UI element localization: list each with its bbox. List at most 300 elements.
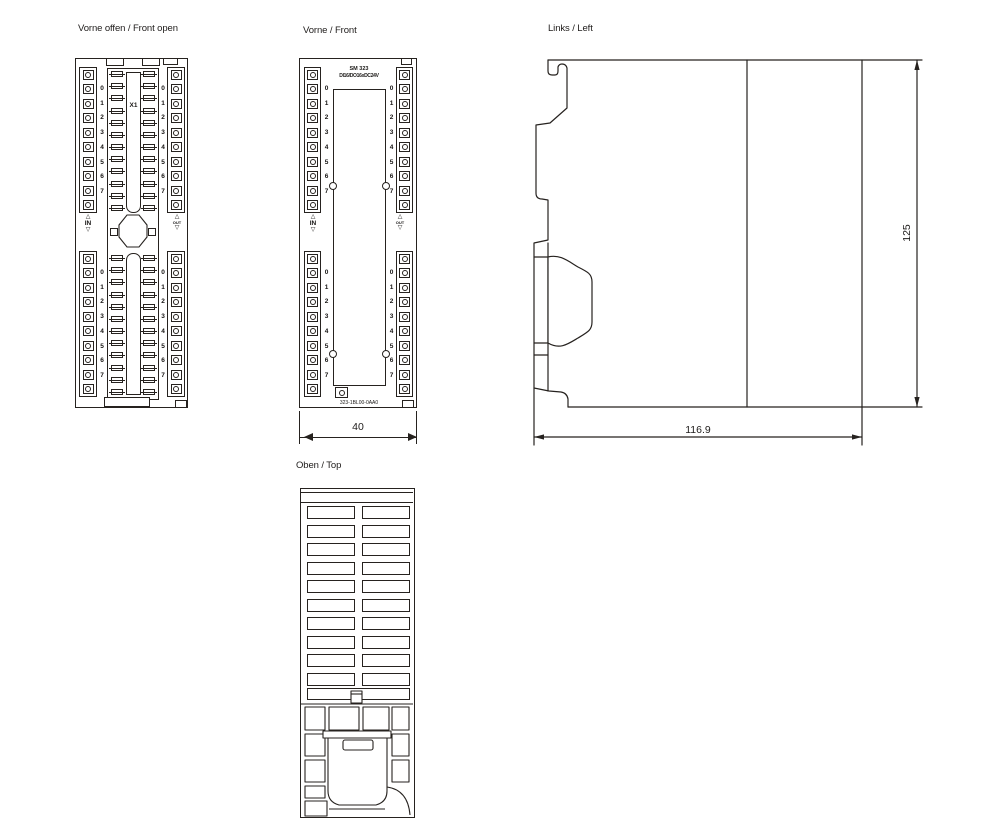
- channel-label: 0: [100, 85, 104, 92]
- mounting-clip: [351, 691, 362, 703]
- status-led: [307, 128, 318, 138]
- channel-label: 6: [161, 357, 165, 365]
- screw-terminal: [83, 384, 94, 394]
- status-led: [307, 297, 318, 307]
- vent-slot: [307, 580, 355, 593]
- connector-shoulder: [323, 731, 391, 738]
- channel-label: 3: [324, 313, 329, 321]
- channel-label: 6: [161, 173, 165, 181]
- channel-label: 1: [161, 283, 165, 291]
- terminal-strip-left-bottom: [79, 251, 97, 397]
- screw-terminal: [83, 283, 94, 293]
- channel-label: 7: [161, 371, 165, 379]
- channel-label: 3: [324, 129, 329, 137]
- screw-terminal: [171, 283, 182, 293]
- contact-column: [143, 255, 155, 395]
- status-led: [399, 384, 410, 394]
- terminal-block: [305, 786, 325, 798]
- vent-column-left: [307, 506, 355, 686]
- vent-slot: [362, 562, 410, 575]
- connector-contact: [111, 292, 123, 298]
- door-notch: [382, 182, 390, 190]
- connector-contact: [143, 108, 155, 114]
- channel-label: 2: [161, 298, 165, 306]
- connector-designator: X1: [129, 102, 138, 109]
- marker-in: [80, 214, 96, 233]
- channel-label: 6: [389, 173, 394, 181]
- triangle-down-icon: ▽: [174, 225, 180, 231]
- channel-label: 6: [389, 357, 394, 365]
- screw-terminal: [171, 128, 182, 138]
- vent-slot: [307, 654, 355, 667]
- terminal-block: [305, 707, 325, 730]
- channel-label: 3: [100, 313, 104, 321]
- connector-contact: [143, 377, 155, 383]
- terminal-strip-right-top: [167, 67, 185, 213]
- terminal-strip-right-bottom: [167, 251, 185, 397]
- connector-contact: [111, 156, 123, 162]
- connector-contact: [143, 168, 155, 174]
- connector-contact: [111, 168, 123, 174]
- status-led: [307, 312, 318, 322]
- terminal-block: [392, 707, 409, 730]
- connector-contact: [143, 71, 155, 77]
- status-led: [399, 341, 410, 351]
- channel-numbers: [387, 269, 396, 379]
- channel-label: 0: [100, 269, 104, 276]
- screw-terminal: [83, 142, 94, 152]
- mounting-hole-octagon: [118, 214, 148, 248]
- connector-contact: [111, 328, 123, 334]
- screw-terminal: [83, 113, 94, 123]
- terminal-block: [305, 801, 327, 816]
- connector-contact: [111, 377, 123, 383]
- triangle-down-icon: ▽: [310, 227, 316, 233]
- status-led: [399, 128, 410, 138]
- module-spec: DI16/DO16xDC24V: [339, 73, 379, 79]
- terminal-block: [392, 734, 409, 756]
- vent-slot: [307, 673, 355, 686]
- connector-contact: [111, 71, 123, 77]
- screw-terminal: [171, 84, 182, 94]
- arrowhead-up-icon: [914, 60, 919, 70]
- screw-terminal: [171, 113, 182, 123]
- status-led: [307, 268, 318, 278]
- keying-tab: [148, 228, 156, 236]
- status-led: [399, 171, 410, 181]
- connector-contact: [111, 108, 123, 114]
- status-led: [399, 142, 410, 152]
- vent-slot: [362, 543, 410, 556]
- triangle-up-icon: △: [85, 214, 91, 220]
- screw-terminal: [83, 186, 94, 196]
- channel-numbers: [322, 269, 331, 379]
- connector-contact: [143, 328, 155, 334]
- housing-notch: [163, 58, 178, 65]
- vent-slot: [362, 599, 410, 612]
- view-left: [528, 55, 932, 457]
- connector-contact: [143, 340, 155, 346]
- connector-contact: [111, 132, 123, 138]
- marker-out-label: OUT: [172, 220, 182, 225]
- connector-contact: [143, 120, 155, 126]
- channel-label: 7: [324, 187, 329, 195]
- screw-terminal: [171, 254, 182, 264]
- connector-contact: [111, 389, 123, 395]
- marker-out: [169, 214, 185, 231]
- status-led: [307, 157, 318, 167]
- vent-slot: [362, 636, 410, 649]
- status-led: [399, 326, 410, 336]
- arrowhead-right-icon: [408, 433, 421, 441]
- channel-label: 5: [100, 342, 104, 350]
- channel-numbers: [97, 85, 107, 195]
- status-led: [307, 186, 318, 196]
- channel-label: 7: [324, 371, 329, 379]
- status-led: [399, 113, 410, 123]
- view-top: [300, 488, 415, 818]
- channel-label: 1: [100, 99, 104, 107]
- channel-label: 2: [100, 298, 104, 306]
- caption-top: Oben / Top: [296, 460, 342, 471]
- channel-label: 1: [389, 99, 394, 107]
- channel-label: 1: [100, 283, 104, 291]
- screw-terminal: [83, 370, 94, 380]
- terminal-block: [392, 760, 409, 782]
- screw-terminal: [171, 355, 182, 365]
- channel-label: 4: [161, 143, 165, 151]
- screw-terminal: [83, 254, 94, 264]
- status-led: [307, 355, 318, 365]
- triangle-down-icon: ▽: [397, 225, 403, 231]
- channel-label: 1: [324, 99, 329, 107]
- screw-terminal: [171, 171, 182, 181]
- status-led: [307, 70, 318, 80]
- connector-tongue: [126, 253, 141, 395]
- connector-contact: [143, 255, 155, 261]
- channel-label: 7: [161, 187, 165, 195]
- screw-terminal: [171, 370, 182, 380]
- door-notch: [329, 182, 337, 190]
- connector-contact: [143, 144, 155, 150]
- vent-slot: [307, 543, 355, 556]
- arrowhead-down-icon: [914, 397, 919, 407]
- connector-contact: [143, 95, 155, 101]
- connector-contact: [143, 193, 155, 199]
- door-notch: [329, 350, 337, 358]
- connector-contact: [111, 255, 123, 261]
- channel-label: 4: [324, 143, 329, 151]
- vent-slot: [362, 673, 410, 686]
- vent-slot: [362, 525, 410, 538]
- status-led: [399, 297, 410, 307]
- connector-contact: [111, 316, 123, 322]
- top-connector-zone: [301, 691, 413, 817]
- arrowhead-left-icon: [300, 433, 313, 441]
- triangle-up-icon: △: [174, 214, 180, 220]
- caption-front: Vorne / Front: [303, 25, 357, 36]
- channel-label: 2: [389, 298, 394, 306]
- channel-label: 6: [324, 173, 329, 181]
- arrowhead-right-icon: [852, 434, 862, 439]
- status-led: [307, 84, 318, 94]
- channel-label: 7: [389, 371, 394, 379]
- caption-left: Links / Left: [548, 23, 593, 34]
- channel-label: 2: [100, 114, 104, 122]
- screw-terminal: [83, 341, 94, 351]
- marker-in: [305, 214, 321, 233]
- connector-contact: [143, 132, 155, 138]
- dimension-height-value: 125: [901, 224, 913, 242]
- vent-slot: [307, 617, 355, 630]
- channel-numbers: [387, 85, 396, 195]
- screw-terminal: [83, 200, 94, 210]
- screw-terminal: [83, 268, 94, 278]
- connector-contact: [111, 340, 123, 346]
- channel-label: 4: [100, 327, 104, 335]
- connector-contact: [143, 304, 155, 310]
- status-led: [307, 171, 318, 181]
- connector-contact: [143, 83, 155, 89]
- contact-column: [111, 255, 123, 395]
- connector-contact: [143, 205, 155, 211]
- channel-label: 2: [161, 114, 165, 122]
- status-led: [307, 142, 318, 152]
- channel-label: 3: [161, 129, 165, 137]
- dimension-depth-value: 116.9: [685, 424, 711, 436]
- channel-label: 5: [324, 342, 329, 350]
- channel-label: 4: [161, 327, 165, 335]
- channel-label: 0: [161, 85, 165, 92]
- status-led: [399, 70, 410, 80]
- view-front: [299, 58, 417, 408]
- channel-label: 5: [324, 158, 329, 166]
- connector-contact: [111, 181, 123, 187]
- channel-label: 5: [100, 158, 104, 166]
- module-type: SM 323: [349, 66, 369, 72]
- screw-terminal: [83, 84, 94, 94]
- channel-label: 2: [389, 114, 394, 122]
- channel-label: 2: [324, 114, 329, 122]
- order-number: 323-1BL00-0AA0: [339, 400, 379, 406]
- channel-numbers: [158, 85, 168, 195]
- door-notch: [382, 350, 390, 358]
- status-led: [399, 283, 410, 293]
- terminal-block: [329, 707, 359, 730]
- connector-contact: [111, 144, 123, 150]
- status-led: [307, 113, 318, 123]
- connector-contact: [111, 193, 123, 199]
- channel-label: 7: [100, 371, 104, 379]
- connector-contact: [143, 156, 155, 162]
- connector-contact: [111, 83, 123, 89]
- channel-numbers: [158, 269, 168, 379]
- status-led: [399, 99, 410, 109]
- channel-numbers: [97, 269, 107, 379]
- channel-label: 5: [161, 342, 165, 350]
- connector-contact: [111, 95, 123, 101]
- vent-slot: [307, 506, 355, 519]
- connector-contact: [111, 304, 123, 310]
- status-led: [399, 370, 410, 380]
- screw-terminal: [171, 186, 182, 196]
- screw-terminal: [171, 99, 182, 109]
- channel-label: 0: [389, 269, 394, 276]
- channel-label: 2: [324, 298, 329, 306]
- contact-column: [143, 71, 155, 211]
- terminal-strip-left-top: [79, 67, 97, 213]
- connector-contact: [143, 279, 155, 285]
- status-led: [307, 200, 318, 210]
- header-line: [301, 492, 413, 493]
- connector-latch: [343, 740, 373, 750]
- connector-contact: [143, 365, 155, 371]
- connector-contact: [143, 181, 155, 187]
- module-title: [319, 66, 399, 79]
- channel-label: 5: [389, 158, 394, 166]
- screw-terminal: [171, 384, 182, 394]
- triangle-down-icon: ▽: [85, 227, 91, 233]
- status-led: [307, 254, 318, 264]
- screw-terminal: [83, 297, 94, 307]
- channel-label: 3: [100, 129, 104, 137]
- channel-label: 0: [161, 269, 165, 276]
- channel-label: 1: [161, 99, 165, 107]
- channel-label: 6: [324, 357, 329, 365]
- connector-contact: [111, 120, 123, 126]
- status-led: [307, 370, 318, 380]
- channel-label: 6: [100, 357, 104, 365]
- vent-slot: [362, 617, 410, 630]
- screw-terminal: [171, 268, 182, 278]
- vent-slot: [362, 580, 410, 593]
- screw-terminal: [171, 70, 182, 80]
- connector-contact: [143, 389, 155, 395]
- channel-label: 0: [389, 85, 394, 92]
- channel-label: 6: [100, 173, 104, 181]
- channel-label: 1: [389, 283, 394, 291]
- housing-tab: [106, 58, 124, 66]
- status-led: [307, 283, 318, 293]
- status-led: [399, 254, 410, 264]
- led-strip-right-top: [396, 67, 413, 213]
- screw-terminal: [171, 326, 182, 336]
- screw-terminal: [83, 70, 94, 80]
- connector-contact: [143, 267, 155, 273]
- screw-terminal: [171, 142, 182, 152]
- rounded-corner: [387, 787, 410, 815]
- flange-ticks: [534, 257, 548, 355]
- channel-label: 7: [100, 187, 104, 195]
- dimension-width-value: 40: [352, 421, 364, 433]
- connector-contact: [111, 365, 123, 371]
- screw-terminal: [83, 312, 94, 322]
- vent-slot: [362, 654, 410, 667]
- channel-label: 3: [389, 129, 394, 137]
- vent-slot: [307, 599, 355, 612]
- status-led: [399, 186, 410, 196]
- vent-slot: [307, 562, 355, 575]
- bus-connector-bump: [548, 256, 592, 346]
- channel-label: 3: [389, 313, 394, 321]
- status-led: [399, 355, 410, 365]
- triangle-up-icon: △: [310, 214, 316, 220]
- vent-column-right: [362, 506, 410, 686]
- vent-slot: [307, 636, 355, 649]
- status-led: [307, 341, 318, 351]
- channel-label: 4: [100, 143, 104, 151]
- status-led: [307, 99, 318, 109]
- marker-out: [392, 214, 408, 231]
- screw-terminal: [83, 171, 94, 181]
- channel-label: 0: [324, 85, 329, 92]
- contact-column: [111, 71, 123, 211]
- keying-tab: [110, 228, 118, 236]
- channel-label: 1: [324, 283, 329, 291]
- led-strip-left-bottom: [304, 251, 321, 397]
- channel-label: 7: [389, 187, 394, 195]
- status-led: [307, 384, 318, 394]
- housing-tab: [104, 397, 150, 407]
- caption-front-open: Vorne offen / Front open: [78, 23, 178, 34]
- channel-label: 4: [324, 327, 329, 335]
- housing-tab: [402, 400, 414, 408]
- screw-terminal: [171, 297, 182, 307]
- status-led: [307, 326, 318, 336]
- screw-terminal: [171, 312, 182, 322]
- housing-tab: [175, 400, 187, 408]
- vent-slot: [307, 525, 355, 538]
- fixing-screw: [335, 387, 348, 398]
- screw-terminal: [83, 157, 94, 167]
- screw-terminal: [83, 326, 94, 336]
- led-strip-right-bottom: [396, 251, 413, 397]
- connector-contact: [143, 292, 155, 298]
- connector-contact: [111, 205, 123, 211]
- vent-slot: [362, 506, 410, 519]
- status-led: [399, 312, 410, 322]
- front-door: [333, 89, 386, 386]
- connector-tongue: [126, 72, 141, 213]
- channel-label: 5: [161, 158, 165, 166]
- dimension-line: [299, 437, 417, 438]
- connector-contact: [143, 352, 155, 358]
- led-strip-left-top: [304, 67, 321, 213]
- channel-label: 4: [389, 327, 394, 335]
- status-led: [399, 84, 410, 94]
- channel-label: 4: [389, 143, 394, 151]
- screw-terminal: [171, 200, 182, 210]
- marker-in-label: IN: [84, 220, 92, 227]
- channel-numbers: [322, 85, 331, 195]
- connector-contact: [111, 352, 123, 358]
- terminal-block: [363, 707, 389, 730]
- marker-in-label: IN: [309, 220, 317, 227]
- terminal-block: [305, 760, 325, 782]
- screw-terminal: [83, 99, 94, 109]
- connector-contact: [143, 316, 155, 322]
- view-front-open: [75, 58, 188, 408]
- status-led: [399, 157, 410, 167]
- screw-terminal: [171, 157, 182, 167]
- status-led: [399, 200, 410, 210]
- arrowhead-left-icon: [534, 434, 544, 439]
- connector-contact: [111, 267, 123, 273]
- screw-terminal: [83, 355, 94, 365]
- header-line: [301, 502, 413, 503]
- marker-out-label: OUT: [395, 220, 405, 225]
- triangle-up-icon: △: [397, 214, 403, 220]
